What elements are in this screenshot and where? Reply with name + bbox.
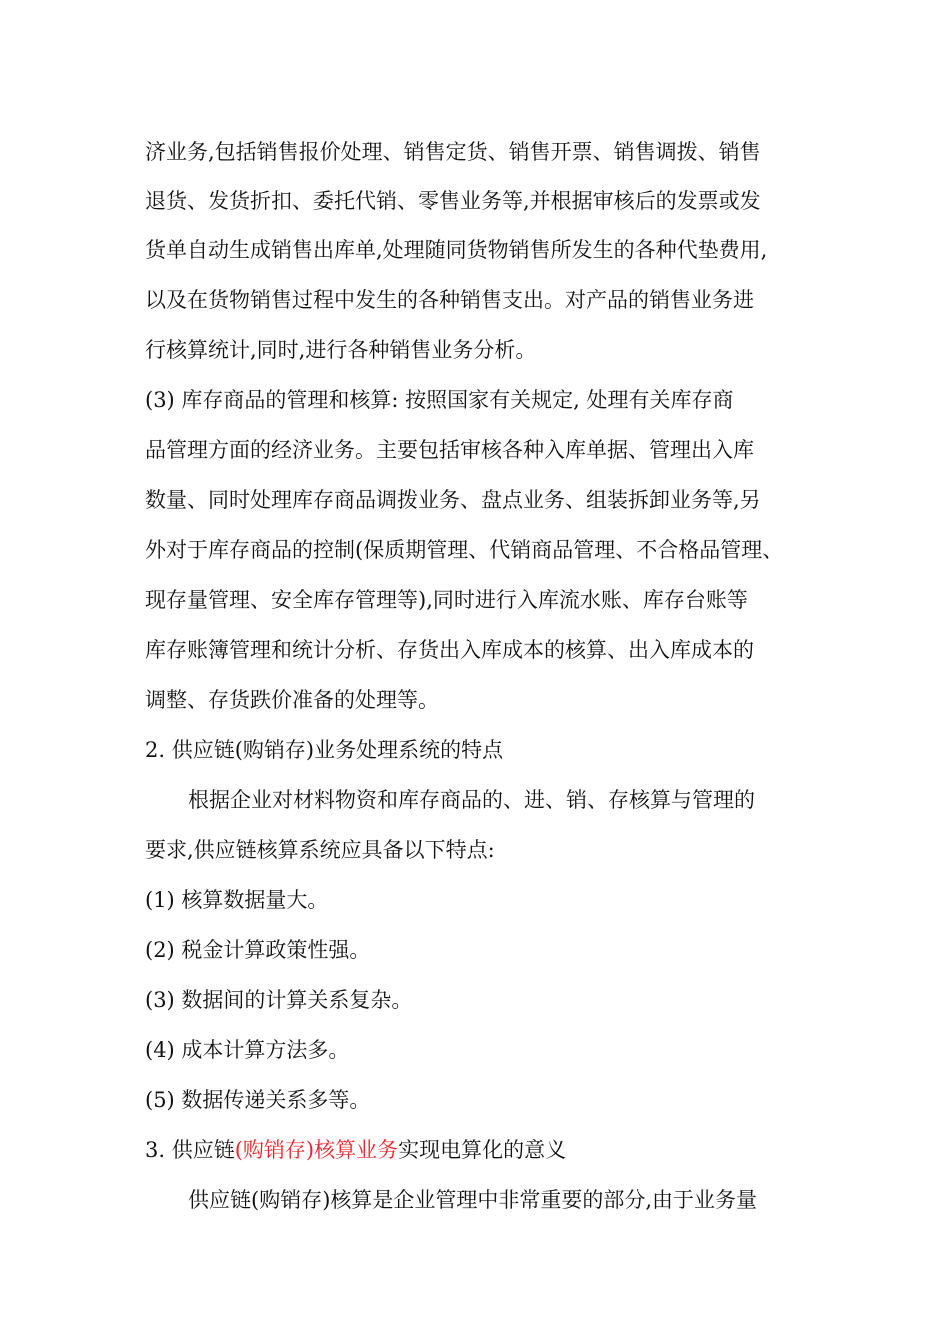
feature-item-1: (1) 核算数据量大。 [145,888,329,912]
feature-item-4: (4) 成本计算方法多。 [145,1038,350,1062]
heading-prefix: 3. 供应链 [145,1138,235,1162]
paragraph-line: 要求,供应链核算系统应具备以下特点: [145,838,495,862]
paragraph-line: 货单自动生成销售出库单,处理随同货物销售所发生的各种代垫费用, [145,238,768,262]
heading-suffix: 实现电算化的意义 [398,1138,567,1162]
paragraph-line: 行核算统计,同时,进行各种销售业务分析。 [145,338,537,362]
paragraph-line: 供应链(购销存)核算是企业管理中非常重要的部分,由于业务量 [188,1188,758,1212]
paragraph-line: 品管理方面的经济业务。主要包括审核各种入库单据、管理出入库 [145,438,754,462]
paragraph-line: 外对于库存商品的控制(保质期管理、代销商品管理、不合格品管理、 [145,538,784,562]
paragraph-line: 济业务,包括销售报价处理、销售定货、销售开票、销售调拨、销售 [145,140,761,164]
heading-highlight: (购销存)核算业务 [234,1138,399,1162]
section-heading-3 [145,1135,825,1165]
feature-item-2: (2) 税金计算政策性强。 [145,938,371,962]
paragraph-line: 退货、发货折扣、委托代销、零售业务等,并根据审核后的发票或发 [145,189,761,213]
section-heading-2: 2. 供应链(购销存)业务处理系统的特点 [145,738,504,762]
paragraph-line: 库存账簿管理和统计分析、存货出入库成本的核算、出入库成本的 [145,638,754,662]
feature-item-3: (3) 数据间的计算关系复杂。 [145,988,413,1012]
list-item-3: (3) 库存商品的管理和核算: 按照国家有关规定, 处理有关库存商 [145,388,734,412]
feature-item-5: (5) 数据传递关系多等。 [145,1088,371,1112]
paragraph-line: 调整、存货跌价准备的处理等。 [145,688,439,712]
paragraph-line: 数量、同时处理库存商品调拨业务、盘点业务、组装拆卸业务等,另 [145,488,761,512]
paragraph-line: 根据企业对材料物资和库存商品的、进、销、存核算与管理的 [188,788,755,812]
paragraph-line: 以及在货物销售过程中发生的各种销售支出。对产品的销售业务进 [145,288,754,312]
paragraph-line: 现存量管理、安全库存管理等),同时进行入库流水账、库存台账等 [145,588,748,612]
